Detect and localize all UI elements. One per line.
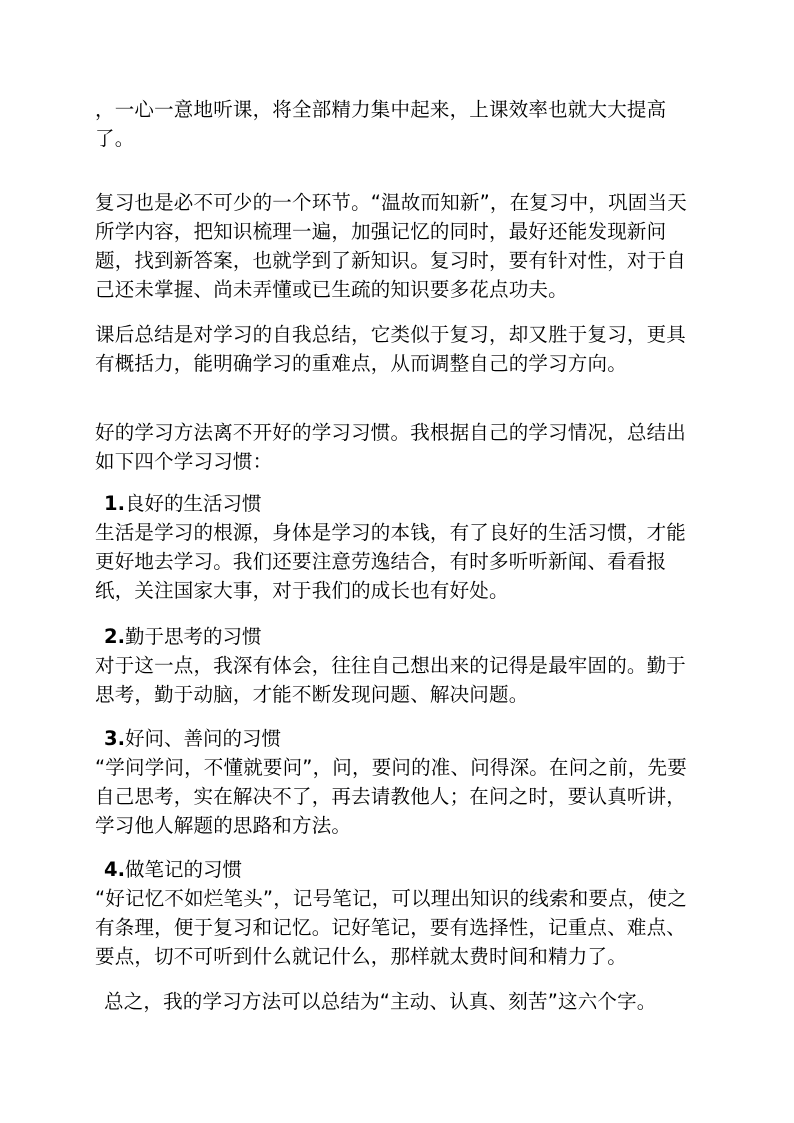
habit-body-2: 对于这一点，我深有体会，往往自己想出来的记得是最牢固的。勤于思考，勤于动脑，才能不断发现问题、解决问题。 — [95, 654, 687, 706]
habit-number: 3. — [104, 727, 125, 750]
paragraph-conclusion: 总之，我的学习方法可以总结为“主动、认真、刻苦”这六个字。 — [104, 990, 657, 1013]
habit-title: 良好的生活习惯 — [124, 492, 262, 515]
habit-number: 2. — [104, 625, 125, 648]
habit-heading-3 — [104, 724, 281, 753]
habit-heading-4 — [104, 855, 242, 884]
habit-title: 做笔记的习惯 — [124, 858, 242, 881]
habit-heading-1 — [104, 489, 262, 518]
habit-number: 1. — [104, 492, 125, 515]
habit-title: 好问、善问的习惯 — [124, 727, 281, 750]
habit-heading-2 — [104, 622, 262, 651]
habit-number: 4. — [104, 858, 125, 881]
paragraph-review: 复习也是必不可少的一个环节。“温故而知新”，在复习中，巩固当天所学内容，把知识梳理一遍，加强记忆的同时，最好还能发现新问题，找到新答案，也就学到了新知识。复习时，要有针对性，对于自己还未掌握、尚未弄懂或已生疏的知识要多花点功夫。 — [95, 191, 687, 301]
habit-body-1: 生活是学习的根源，身体是学习的本钱，有了良好的生活习惯，才能更好地去学习。我们还要注意劳逸结合，有时多听听新闻、看看报纸，关注国家大事，对于我们的成长也有好处。 — [95, 521, 687, 602]
habit-body-3: “学问学问，不懂就要问”，问，要问的准、问得深。在问之前，先要自己思考，实在解决不了，再去请教他人；在问之时，要认真听讲，学习他人解题的思路和方法。 — [95, 756, 687, 837]
paragraph-habits-intro: 好的学习方法离不开好的学习习惯。我根据自己的学习情况，总结出如下四个学习习惯： — [95, 421, 687, 473]
paragraph-listening: ，一心一意地听课，将全部精力集中起来，上课效率也就大大提高了。 — [95, 98, 667, 150]
paragraph-summary: 课后总结是对学习的自我总结，它类似于复习，却又胜于复习，更具有概括力，能明确学习的重难点，从而调整自己的学习方向。 — [95, 323, 687, 375]
habit-body-4: “好记忆不如烂笔头”，记号笔记，可以理出知识的线索和要点，使之有条理，便于复习和记忆。记好笔记，要有选择性，记重点、难点、要点，切不可听到什么就记什么，那样就太费时间和精力了。 — [95, 887, 687, 968]
habit-title: 勤于思考的习惯 — [124, 625, 262, 648]
